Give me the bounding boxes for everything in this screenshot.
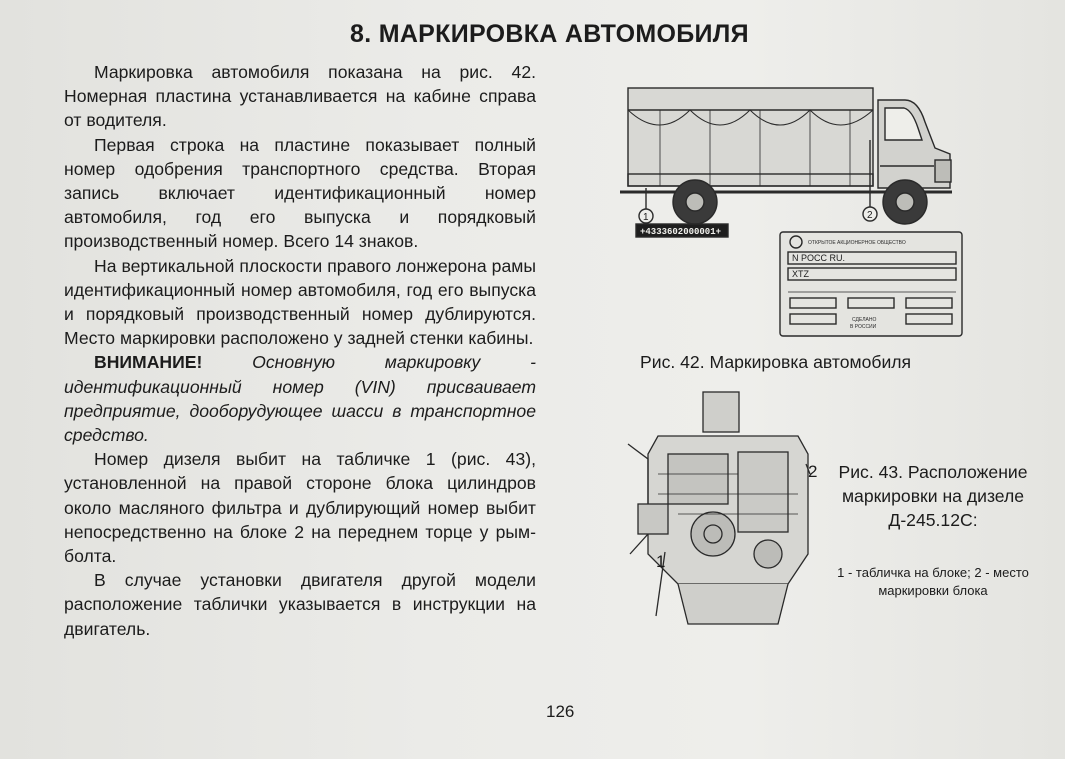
- plate-footer-2: В РОССИИ: [850, 324, 877, 330]
- paragraph: Маркировка автомобиля показана на рис. 42. Номерная пластина устанавливается на кабине справа от водителя.: [64, 62, 536, 131]
- figure-43-caption: Рис. 43. Расположение маркировки на дизеле Д-245.12С:: [838, 462, 1028, 530]
- callout-1-label: 1: [656, 552, 666, 571]
- plate-footer-1: СДЕЛАНО: [852, 317, 877, 323]
- callout-2-label: 2: [867, 210, 873, 221]
- plate-line-2: XTZ: [792, 269, 809, 279]
- engine-drawing: [618, 384, 833, 639]
- warning-label: ВНИМАНИЕ!: [94, 352, 203, 373]
- paragraph: На вертикальной плоскости правого лонжерона рамы идентификационный номер автомобиля, год его выпуска и порядковый производственный номер дублируются. Место маркировки расположено у задней стенки кабины.: [64, 255, 536, 349]
- plate-header: ОТКРЫТОЕ АКЦИОНЕРНОЕ ОБЩЕСТВО: [808, 240, 906, 246]
- paragraph: В случае установки двигателя другой модели расположение таблички указывается в инструкции на двигатель.: [64, 570, 536, 639]
- plate-line-1: N POCC RU.: [792, 253, 846, 263]
- warning-paragraph: [64, 350, 536, 447]
- warning-text: Основную маркировку - идентификационный номер (VIN) присваивает предприятие, дооборудующее шасси в транспортное средство.: [64, 352, 536, 446]
- paragraph: Номер дизеля выбит на табличке 1 (рис. 43), установленной на правой стороне блока цилиндров около масляного фильтра и дублирующий номер выбит непосредственно на блоке 2 на переднем торце у рым-болта.: [64, 449, 536, 567]
- figure-42-caption: Рис. 42. Маркировка автомобиля: [640, 352, 912, 372]
- figure-43-legend: 1 - табличка на блоке; 2 - место маркировки блока: [837, 565, 1029, 598]
- callout-2-label: 2: [808, 462, 818, 481]
- body-text: [64, 60, 536, 641]
- callout-1-label: 1: [643, 212, 649, 223]
- truck-drawing: [620, 88, 962, 336]
- vin-strip-text: +4333602000001+: [640, 227, 722, 237]
- bleed-through-text-left: [30, 22, 60, 642]
- section-heading: 8. МАРКИРОВКА АВТОМОБИЛЯ: [350, 20, 749, 48]
- page-number: 126: [546, 702, 575, 721]
- paragraph: Первая строка на пластине показывает полный номер одобрения транспортного средства. Вторая запись включает идентификационный номер автомобиля, год его выпуска и порядковый производственный номер. Всего 14 знаков.: [64, 134, 536, 252]
- truck-marking-figure: [600, 70, 995, 350]
